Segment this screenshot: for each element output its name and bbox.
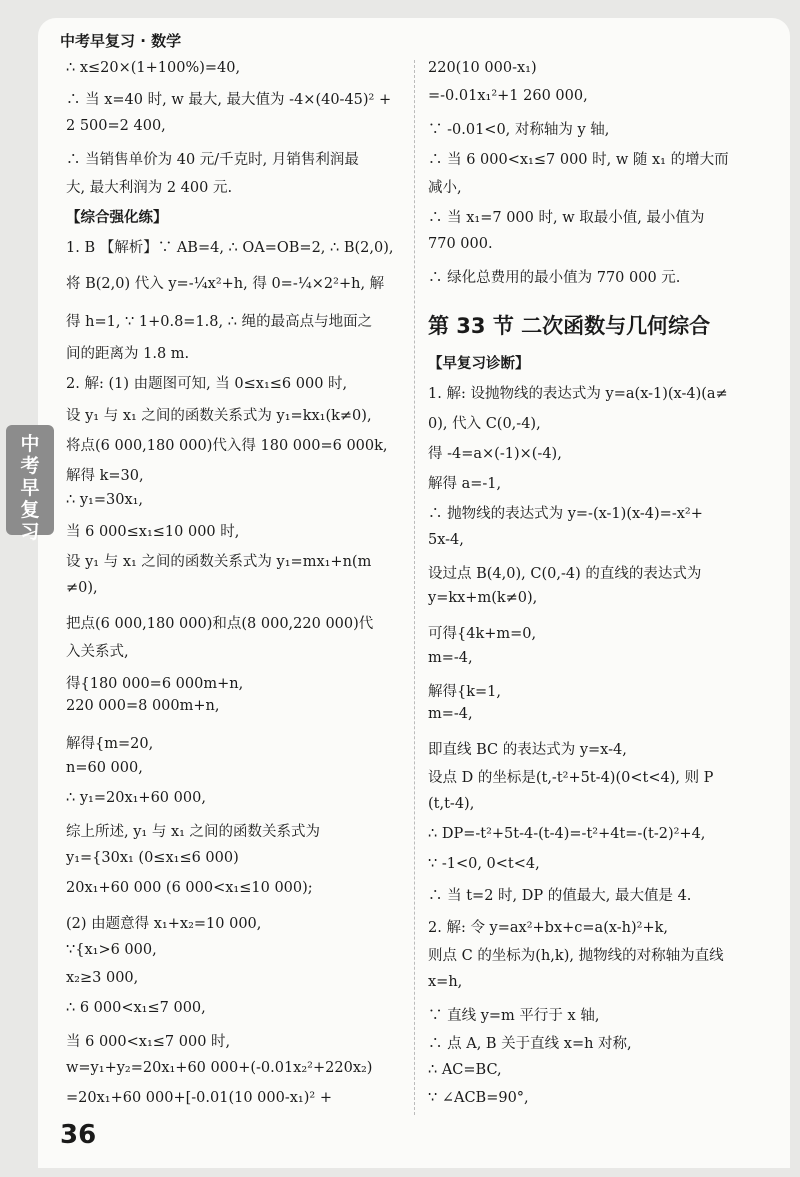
text-line: 设过点 B(4,0), C(0,-4) 的直线的表达式为 bbox=[428, 566, 702, 582]
text-line: ∵ -1<0, 0<t<4, bbox=[428, 856, 540, 872]
text-line: 解得{m=20, bbox=[66, 736, 154, 752]
text-line: ∴ y₁=20x₁+60 000, bbox=[66, 790, 206, 806]
text-line: ∴ 当 x₁=7 000 时, w 取最小值, 最小值为 bbox=[428, 210, 705, 226]
text-line: 可得{4k+m=0, bbox=[428, 626, 537, 642]
text-line: 入关系式, bbox=[66, 644, 129, 660]
text-line: 【早复习诊断】 bbox=[428, 356, 530, 372]
text-line: 得{180 000=6 000m+n, bbox=[66, 676, 244, 692]
text-line: ∴ 当 t=2 时, DP 的值最大, 最大值是 4. bbox=[428, 888, 692, 904]
text-line: 220(10 000-x₁) bbox=[428, 60, 537, 76]
text-line: x₂≥3 000, bbox=[66, 970, 139, 986]
text-line: n=60 000, bbox=[66, 760, 143, 776]
text-line: 解得 a=-1, bbox=[428, 476, 502, 492]
text-line: ∴ 抛物线的表达式为 y=-(x-1)(x-4)=-x²+ bbox=[428, 506, 703, 522]
text-line: 间的距离为 1.8 m. bbox=[66, 346, 190, 362]
text-line: 则点 C 的坐标为(h,k), 抛物线的对称轴为直线 bbox=[428, 948, 724, 964]
column-divider bbox=[414, 60, 415, 1115]
text-line: ∵ -0.01<0, 对称轴为 y 轴, bbox=[428, 122, 610, 138]
text-line: ∴ DP=-t²+5t-4-(t-4)=-t²+4t=-(t-2)²+4, bbox=[428, 826, 706, 842]
text-line: 220 000=8 000m+n, bbox=[66, 698, 220, 714]
text-line: ∴ 6 000<x₁≤7 000, bbox=[66, 1000, 206, 1016]
text-line: ∴ 绿化总费用的最小值为 770 000 元. bbox=[428, 270, 681, 286]
text-line: ∴ 当 x=40 时, w 最大, 最大值为 -4×(40-45)² + bbox=[66, 92, 392, 108]
text-line: 0), 代入 C(0,-4), bbox=[428, 416, 541, 432]
text-line: 1. B 【解析】∵ AB=4, ∴ OA=OB=2, ∴ B(2,0), bbox=[66, 240, 394, 256]
text-line: 大, 最大利润为 2 400 元. bbox=[66, 180, 233, 196]
text-line: 设 y₁ 与 x₁ 之间的函数关系式为 y₁=kx₁(k≠0), bbox=[66, 408, 372, 424]
side-tab bbox=[6, 425, 54, 543]
text-line: 2. 解: 令 y=ax²+bx+c=a(x-h)²+k, bbox=[428, 920, 669, 936]
text-line: 5x-4, bbox=[428, 532, 464, 548]
text-line: 将点(6 000,180 000)代入得 180 000=6 000k, bbox=[66, 438, 388, 454]
text-line: ∴ 当 6 000<x₁≤7 000 时, w 随 x₁ 的增大而 bbox=[428, 152, 729, 168]
text-line: 减小, bbox=[428, 180, 462, 196]
text-line: w=y₁+y₂=20x₁+60 000+(-0.01x₂²+220x₂) bbox=[66, 1060, 373, 1076]
text-line: 设点 D 的坐标是(t,-t²+5t-4)(0<t<4), 则 P bbox=[428, 770, 714, 786]
text-line: 即直线 BC 的表达式为 y=x-4, bbox=[428, 742, 627, 758]
text-line: (2) 由题意得 x₁+x₂=10 000, bbox=[66, 916, 262, 932]
header-title: 中考早复习 · 数学 bbox=[60, 32, 182, 50]
text-line: m=-4, bbox=[428, 650, 473, 666]
text-line: 综上所述, y₁ 与 x₁ 之间的函数关系式为 bbox=[66, 824, 321, 840]
text-line: 20x₁+60 000 (6 000<x₁≤10 000); bbox=[66, 880, 313, 896]
text-line: y=kx+m(k≠0), bbox=[428, 590, 538, 606]
text-line: 当 6 000<x₁≤7 000 时, bbox=[66, 1034, 231, 1050]
text-line: 第 33 节 二次函数与几何综合 bbox=[428, 314, 711, 338]
page-number: 36 bbox=[60, 1120, 97, 1150]
text-line: =-0.01x₁²+1 260 000, bbox=[428, 88, 588, 104]
text-line: 当 6 000≤x₁≤10 000 时, bbox=[66, 524, 240, 540]
text-line: 得 -4=a×(-1)×(-4), bbox=[428, 446, 562, 462]
text-line: ≠0), bbox=[66, 580, 98, 596]
text-line: ∴ y₁=30x₁, bbox=[66, 492, 144, 508]
text-line: 得 h=1, ∵ 1+0.8=1.8, ∴ 绳的最高点与地面之 bbox=[66, 314, 373, 330]
text-line: 解得 k=30, bbox=[66, 468, 144, 484]
text-line: (t,t-4), bbox=[428, 796, 475, 812]
text-line: ∵{x₁>6 000, bbox=[66, 942, 157, 958]
text-line: 770 000. bbox=[428, 236, 493, 252]
text-line: ∴ 当销售单价为 40 元/千克时, 月销售利润最 bbox=[66, 152, 359, 168]
text-line: =20x₁+60 000+[-0.01(10 000-x₁)² + bbox=[66, 1090, 332, 1106]
text-line: 设 y₁ 与 x₁ 之间的函数关系式为 y₁=mx₁+n(m bbox=[66, 554, 372, 570]
text-line: x=h, bbox=[428, 974, 463, 990]
text-line: 2. 解: (1) 由题图可知, 当 0≤x₁≤6 000 时, bbox=[66, 376, 348, 392]
text-line: y₁={30x₁ (0≤x₁≤6 000) bbox=[66, 850, 239, 866]
text-line: 将 B(2,0) 代入 y=-¼x²+h, 得 0=-¼×2²+h, 解 bbox=[66, 276, 385, 292]
text-line: ∴ x≤20×(1+100%)=40, bbox=[66, 60, 241, 76]
text-line: ∵ 直线 y=m 平行于 x 轴, bbox=[428, 1008, 600, 1024]
side-tab-label: 中考早复习 bbox=[20, 433, 40, 543]
text-line: ∴ AC=BC, bbox=[428, 1062, 502, 1078]
text-line: 把点(6 000,180 000)和点(8 000,220 000)代 bbox=[66, 616, 374, 632]
text-line: ∵ ∠ACB=90°, bbox=[428, 1090, 529, 1106]
text-line: 2 500=2 400, bbox=[66, 118, 166, 134]
text-line: ∴ 点 A, B 关于直线 x=h 对称, bbox=[428, 1036, 632, 1052]
text-line: m=-4, bbox=[428, 706, 473, 722]
text-line: 【综合强化练】 bbox=[66, 210, 168, 226]
text-line: 解得{k=1, bbox=[428, 684, 501, 700]
text-line: 1. 解: 设抛物线的表达式为 y=a(x-1)(x-4)(a≠ bbox=[428, 386, 728, 402]
